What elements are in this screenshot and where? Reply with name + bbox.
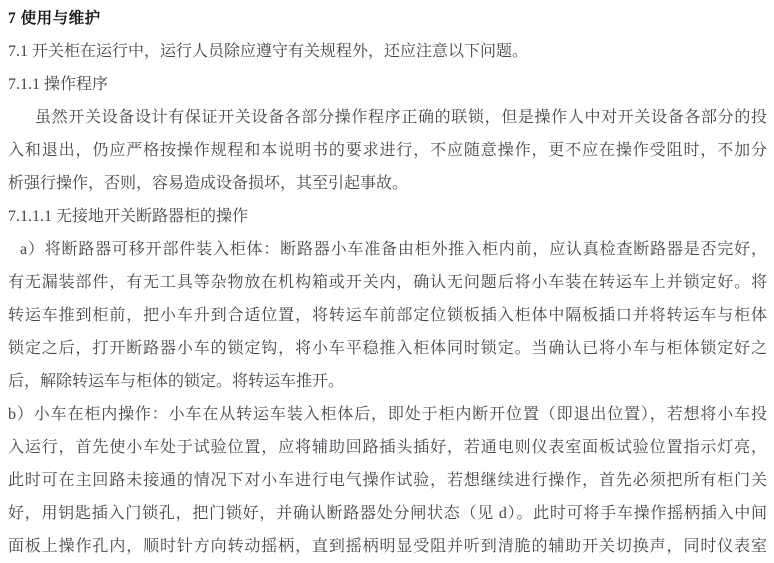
text-line-2: 7.1.1 操作程序 <box>8 76 109 93</box>
document-body <box>8 2 767 563</box>
document-title: 7 使用与维护 <box>8 10 101 27</box>
text-line-15: 好，用钥匙插入门锁孔，把门锁好，并确认断路器处分闸状态（见 d）。此时可将手车操作摇柄插入中间 <box>8 505 767 522</box>
text-line-9: 转运车推到柜前，把小车升到合适位置，将转运车前部定位锁板插入柜体中隔板插口并将转运车与柜体 <box>8 307 767 324</box>
text-line-4: 入和退出，仍应严格按操作规程和本说明书的要求进行，不应随意操作，更不应在操作受阻时，不加分 <box>8 142 767 159</box>
text-line-10: 锁定之后，打开断路器小车的锁定钩，将小车平稳推入柜体同时锁定。当确认已将小车与柜体锁定好之 <box>8 340 767 357</box>
text-line-7: a）将断路器可移开部件装入柜体：断路器小车准备由柜外推入柜内前，应认真检查断路器是否完好， <box>20 241 767 258</box>
text-line-12: b）小车在柜内操作：小车在从转运车装入柜体后，即处于柜内断开位置（即退出位置），若想将小车投 <box>8 406 767 423</box>
text-line-14: 此时可在主回路未接通的情况下对小车进行电气操作试验，若想继续进行操作，首先必须把所有柜门关 <box>8 472 767 489</box>
text-line-13: 入运行，首先使小车处于试验位置，应将辅助回路插头插好，若通电则仪表室面板试验位置指示灯亮， <box>8 439 767 456</box>
text-line-8: 有无漏装部件，有无工具等杂物放在机构箱或开关内，确认无问题后将小车装在转运车上并锁定好。将 <box>8 274 767 291</box>
text-line-11: 后，解除转运车与柜体的锁定。将转运车推开。 <box>8 373 345 390</box>
text-line-3: 虽然开关设备设计有保证开关设备各部分操作程序正确的联锁，但是操作人中对开关设备各部分的投 <box>35 109 767 126</box>
text-line-6: 7.1.1.1 无接地开关断路器柜的操作 <box>8 208 249 225</box>
text-line-16: 面板上操作孔内，顺时针方向转动摇柄，直到摇柄明显受阻并听到清脆的辅助开关切换声，同时仪表室 <box>8 538 767 555</box>
text-line-1: 7.1 开关柜在运行中，运行人员除应遵守有关规程外，还应注意以下问题。 <box>8 43 529 60</box>
text-line-5: 析强行操作，否则，容易造成设备损坏，其至引起事故。 <box>8 175 409 192</box>
